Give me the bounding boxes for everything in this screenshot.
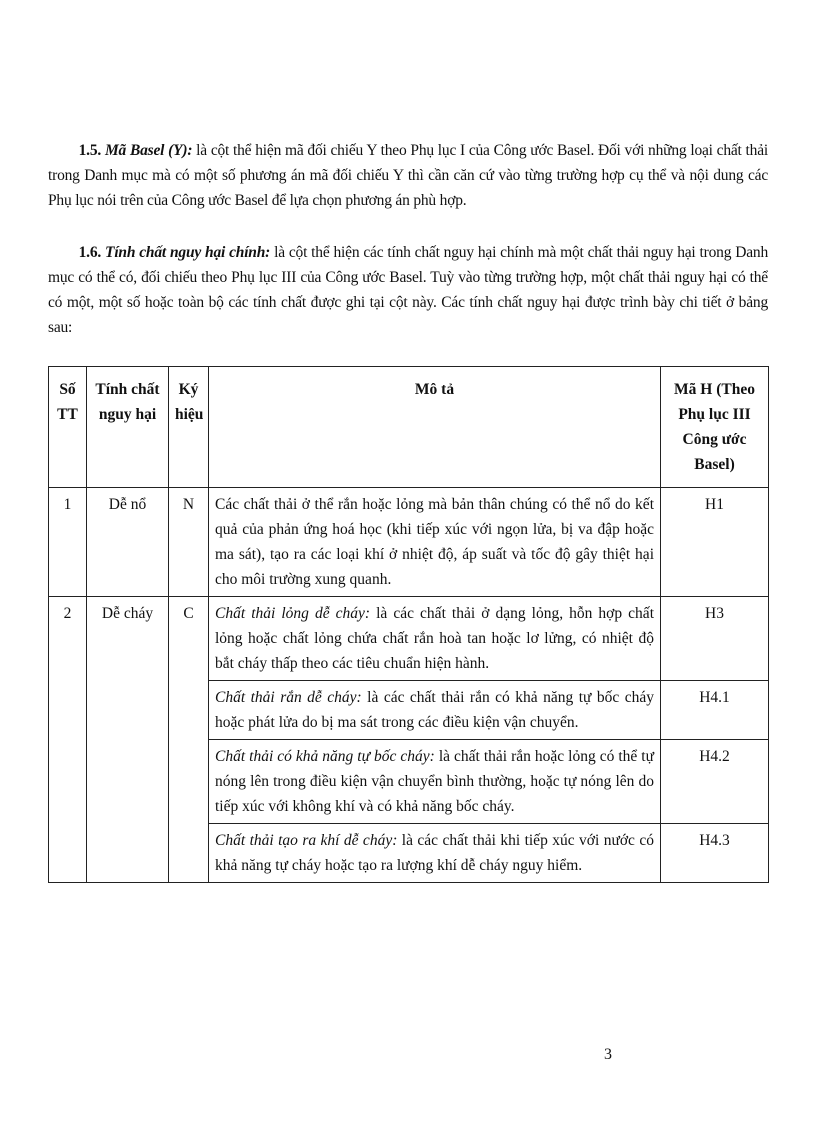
cell-symbol: C <box>169 597 209 883</box>
header-description: Mô tả <box>209 367 661 488</box>
cell-stt: 1 <box>49 488 87 597</box>
paragraph-hazard-properties <box>48 240 768 340</box>
hazard-properties-table <box>48 366 769 883</box>
table-row <box>49 488 769 597</box>
paragraph-basel-code <box>48 138 768 213</box>
section-text: là cột thể hiện các tính chất nguy hại chính mà một chất thải nguy hại trong Danh mục có thể có, đối chiếu theo Phụ lục III của Công ước Basel. Tuỳ vào từng trường hợp, một chất thải nguy hại có thể có một, một số hoặc toàn bộ các tính chất được ghi tại cột này. Các tính chất nguy hại được trình bày chi tiết ở bảng sau: <box>48 244 768 336</box>
description-term: Chất thải tạo ra khí dễ cháy: <box>215 832 398 849</box>
cell-stt: 2 <box>49 597 87 883</box>
cell-description <box>209 740 661 824</box>
cell-description <box>209 824 661 883</box>
header-symbol: Ký hiệu <box>169 367 209 488</box>
section-term: Tính chất nguy hại chính: <box>105 244 271 261</box>
cell-hcode: H3 <box>661 597 769 681</box>
cell-description <box>209 597 661 681</box>
section-text: là cột thể hiện mã đối chiếu Y theo Phụ lục I của Công ước Basel. Đối với những loại chất thải trong Danh mục mà có một số phương án mã đối chiếu Y thì cần căn cứ vào từng trường hợp cụ thể và nội dung các Phụ lục nói trên của Công ước Basel để lựa chọn phương án phù hợp. <box>48 142 768 209</box>
description-text: là chất thải rắn hoặc lỏng có thể tự nóng lên trong điều kiện vận chuyển bình thường, hoặc tự nóng lên do tiếp xúc với không khí và có khả năng bốc cháy. <box>215 748 655 815</box>
cell-hcode: H1 <box>661 488 769 597</box>
header-property: Tính chất nguy hại <box>87 367 169 488</box>
header-stt: Số TT <box>49 367 87 488</box>
cell-symbol: N <box>169 488 209 597</box>
description-term: Chất thải rắn dễ cháy: <box>215 689 362 706</box>
table-row <box>49 597 769 681</box>
cell-hcode: H4.2 <box>661 740 769 824</box>
cell-property: Dễ cháy <box>87 597 169 883</box>
cell-description: Các chất thải ở thể rắn hoặc lỏng mà bản thân chúng có thể nổ do kết quả của phản ứng hoá học (khi tiếp xúc với ngọn lửa, bị va đập hoặc ma sát), tạo ra các loại khí ở nhiệt độ, áp suất và tốc độ gây thiệt hại cho môi trường xung quanh. <box>209 488 661 597</box>
description-text: là các chất thải khi tiếp xúc với nước có khả năng tự cháy hoặc tạo ra lượng khí dễ cháy nguy hiểm. <box>215 832 654 874</box>
cell-description <box>209 681 661 740</box>
table-header-row <box>49 367 769 488</box>
description-text: là các chất thải ở dạng lỏng, hỗn hợp chất lỏng hoặc chất lỏng chứa chất rắn hoà tan hoặc lơ lửng, có nhiệt độ bắt cháy thấp theo các tiêu chuẩn hiện hành. <box>215 605 654 672</box>
cell-hcode: H4.3 <box>661 824 769 883</box>
description-text: là các chất thải rắn có khả năng tự bốc cháy hoặc phát lửa do bị ma sát trong các điều kiện vận chuyển. <box>215 689 654 731</box>
section-number: 1.5. <box>78 142 102 159</box>
section-term: Mã Basel (Y): <box>104 142 193 159</box>
page-number: 3 <box>604 1046 612 1063</box>
cell-hcode: H4.1 <box>661 681 769 740</box>
description-term: Chất thải lỏng dễ cháy: <box>215 605 371 622</box>
section-number: 1.6. <box>78 244 102 261</box>
description-term: Chất thải có khả năng tự bốc cháy: <box>215 748 435 765</box>
header-hcode: Mã H (Theo Phụ lục III Công ước Basel) <box>661 367 769 488</box>
cell-property: Dễ nổ <box>87 488 169 597</box>
